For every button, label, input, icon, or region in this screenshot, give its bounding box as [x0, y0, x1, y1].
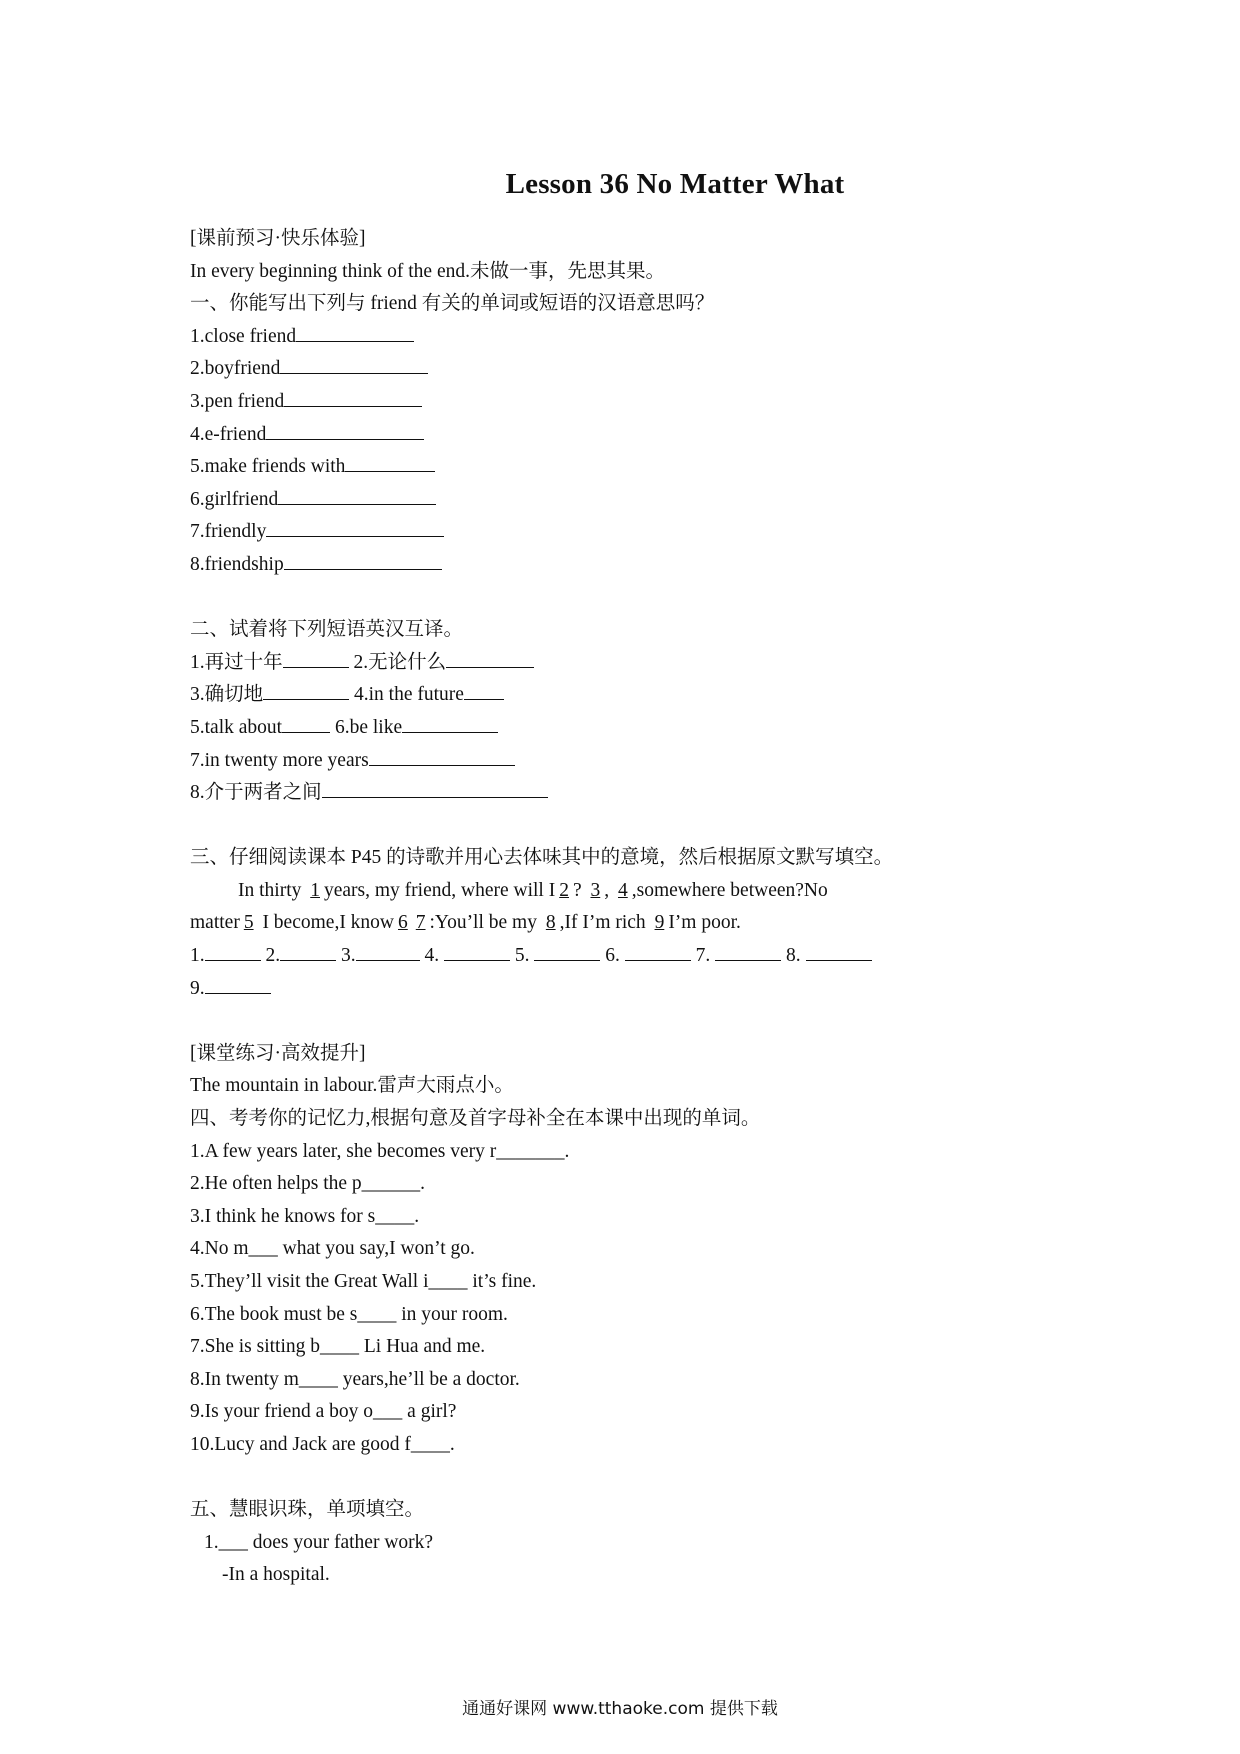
answer-blank: [263, 679, 349, 700]
answer-blank: [806, 940, 872, 961]
blank-number: 3: [590, 879, 601, 901]
list-item: 5.They’ll visit the Great Wall i____ it’s fine.: [190, 1271, 537, 1292]
list-item: 1.再过十年 2.无论什么: [190, 647, 1070, 680]
section-2-heading: 二、试着将下列短语英汉互译。: [190, 619, 464, 641]
list-item: 6.girlfriend: [190, 484, 1070, 517]
list-item: 4.No m___ what you say,I won’t go.: [190, 1238, 475, 1260]
worksheet: [190, 168, 1070, 1592]
answer-blank: [205, 973, 271, 994]
blank-number: 2: [559, 879, 569, 901]
list-item: 3.确切地 4.in the future: [190, 679, 1070, 712]
motto: The mountain in labour.雷声大雨点小。: [190, 1075, 514, 1097]
answer-row: 1. 2. 3. 4. 5. 6. 7. 8.: [190, 940, 1070, 973]
list-item: 3.pen friend: [190, 386, 1070, 419]
blank-number: 8: [545, 912, 556, 934]
list-item: 8.friendship: [190, 549, 1070, 582]
answer-blank: [369, 745, 515, 766]
list-item: 7.in twenty more years: [190, 745, 1070, 778]
section-label-class: [课堂练习·高效提升]: [190, 1042, 366, 1064]
question: 1.___ does your father work?: [204, 1531, 434, 1553]
answer-blank: [444, 940, 510, 961]
list-item: 1.close friend: [190, 321, 1070, 354]
question-answer: -In a hospital.: [222, 1564, 330, 1586]
answer-blank: [322, 777, 548, 798]
answer-blank: [715, 940, 781, 961]
section-5-heading: 五、慧眼识珠，单项填空。: [190, 1499, 425, 1521]
answer-blank: [296, 321, 414, 342]
list-item: 2.boyfriend: [190, 353, 1070, 386]
answer-blank: [284, 386, 422, 407]
answer-blank: [282, 712, 330, 733]
list-item: 4.e-friend: [190, 419, 1070, 452]
list-item: 7.She is sitting b____ Li Hua and me.: [190, 1336, 486, 1358]
blank-number: 1: [310, 879, 320, 901]
list-item: 6.The book must be s____ in your room.: [190, 1303, 508, 1325]
answer-blank: [266, 516, 444, 537]
list-item: 8.介于两者之间: [190, 777, 1070, 810]
answer-blank: [534, 940, 600, 961]
section-3-heading: 三、仔细阅读课本 P45 的诗歌并用心去体味其中的意境，然后根据原文默写填空。: [190, 847, 894, 869]
list-item: 2.He often helps the p______.: [190, 1173, 426, 1195]
list-item: 3.I think he knows for s____.: [190, 1205, 420, 1227]
answer-blank: [205, 940, 261, 961]
answer-blank: [345, 451, 435, 472]
answer-blank: [356, 940, 420, 961]
list-item: 7.friendly: [190, 516, 1070, 549]
blank-number: 4: [618, 879, 628, 901]
answer-blank: [266, 419, 424, 440]
blank-number: 9: [654, 912, 665, 934]
list-item: 8.In twenty m____ years,he’ll be a doctor.: [190, 1368, 520, 1390]
list-item: 9.Is your friend a boy o___ a girl?: [190, 1401, 457, 1423]
answer-blank: [625, 940, 691, 961]
poem-line-2: matter 5 I become,I know 6 7 :You’ll be my 8 ,If I’m rich 9 I’m poor.: [190, 907, 1070, 940]
list-item: 5.talk about 6.be like: [190, 712, 1070, 745]
page-title: Lesson 36 No Matter What: [505, 168, 845, 200]
answer-blank: [278, 484, 436, 505]
answer-blank: [402, 712, 498, 733]
blank-number: 5: [243, 912, 254, 934]
answer-blank: [280, 353, 428, 374]
blank-number: 6: [398, 912, 408, 934]
section-1-heading: 一、你能写出下列与 friend 有关的单词或短语的汉语意思吗？: [190, 293, 715, 315]
answer-blank: [283, 647, 349, 668]
answer-row: 9.: [190, 973, 1070, 1006]
blank-number: 7: [415, 912, 426, 934]
list-item: 5.make friends with: [190, 451, 1070, 484]
section-label-preview: [课前预习·快乐体验]: [190, 228, 366, 249]
answer-blank: [280, 940, 336, 961]
answer-blank: [464, 679, 504, 700]
motto: In every beginning think of the end.未做一事，先思其果。: [190, 260, 665, 282]
section-4-heading: 四、考考你的记忆力,根据句意及首字母补全在本课中出现的单词。: [190, 1108, 761, 1130]
list-item: 10.Lucy and Jack are good f____.: [190, 1433, 455, 1455]
answer-blank: [284, 549, 442, 570]
footer-source: 通通好课网 www.tthaoke.com 提供下载: [462, 1699, 778, 1719]
poem-line-1: In thirty 1 years, my friend, where will I 2 ? 3 , 4 ,somewhere between?No: [190, 875, 1070, 908]
answer-blank: [446, 647, 534, 668]
list-item: 1.A few years later, she becomes very r_______.: [190, 1140, 570, 1162]
